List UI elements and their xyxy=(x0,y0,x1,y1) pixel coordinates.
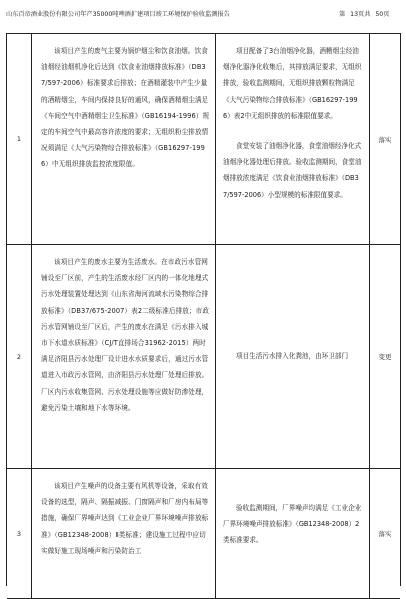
requirement-text: 该项目产生噪声的设备主要有风机等设备，采取有效设备的选型，隔声、隔振减振、门窗隔声和厂房内布局等措施，确保厂界噪声达到《工业企业厂界环境噪声排放标准》（GB12348-2008）Ⅱ类标准；建设施工过程中应切实做好施工现场噪声和污染防治工 xyxy=(41,482,209,555)
implementation xyxy=(216,34,370,244)
eia-requirement xyxy=(32,245,216,468)
table-row xyxy=(7,34,400,245)
status-badge: 落实 xyxy=(378,135,392,144)
requirement-text: 该项目产生的废气主要为锅炉烟尘和饮食油烟。饮食油烟经油烟机净化后达到《饮食业油烟排放标准》（DB37/597-2006）标准要求后排放；在酒精灌装中产生少量的酒精烟尘，车间内保持良好的通风，确保酒精烟尘满足《车间空气中酒精烟尘卫生标准》（GB16194-1996）规定的车间空气中最高容许浓度的要求；无组织粉尘排放情况须满足《大气污染物综合排放标准》（GB16297-1996）中无组织排放监控浓度限值。 xyxy=(41,47,210,169)
report-title: 山东百帝酒业股份有限公司年产35000吨啤酒扩建项目竣工环境保护验收监测报告 xyxy=(6,11,230,18)
eia-requirement xyxy=(32,34,216,244)
page-total: 50页 xyxy=(375,11,390,18)
status-badge: 变更 xyxy=(378,353,392,361)
implementation xyxy=(216,245,370,468)
row-number: 3 xyxy=(7,469,32,598)
implementation-text: 验收监测期间，厂界噪声均满足《工业企业厂界环境噪声排放标准》（GB12348-2008）2类标准要求。 xyxy=(223,504,362,545)
status-badge: 落实 xyxy=(378,530,392,538)
implementation-text: 项目配备了3台油烟净化器，酒糟烟尘经油烟净化器净化收集后，其排放满足要求，无组织排放，验收监测期间，无组织排放颗粒物满足《大气污染物综合排放标准》（GB16297-1996）表2中无组织排放的标准限值要求。 xyxy=(223,47,362,120)
row-number: 1 xyxy=(7,34,32,244)
implementation xyxy=(216,469,370,598)
page-header xyxy=(6,9,400,21)
eia-requirement xyxy=(32,469,216,598)
implementation-text: 食堂安装了油烟净化器，食堂油烟经净化式油烟净化器处理后排放。验收监测期间，食堂油烟排放浓度满足《饮食业油烟排放标准》（DB37/597-2006）小型规模的标准限值要求。 xyxy=(223,142,362,199)
page-current: 13页共 xyxy=(350,11,371,18)
requirement-text: 该项目产生的废水主要为生活废水。在市政污水管网铺设至厂区前，产生的生活废水经厂区内的一体化地埋式污水处理装置处理达到《山东省海河流域水污染物综合排放标准》（DB37/675-2007）表2二级标准后排放；市政污水管网铺设至厂区后，产生的废水在满足《污水排入城市下水道水质标准》（CJ/T直排场合31962-2015）两时满足济阳县污水处理厂设计进水水质要求后，通过污水管道进入市政污水管网，由济阳县污水处理厂处理后排放。厂区内污水收集管网、污水处理设施等应做好防渗处理，避免污染土壤和地下水等环境。 xyxy=(41,258,210,412)
row-number: 2 xyxy=(7,245,32,468)
implementation-text: 项目生活污水排入化粪池，由环卫部门 xyxy=(236,352,349,361)
table-row xyxy=(7,469,400,599)
page-prefix: 第 xyxy=(339,11,346,18)
compliance-table xyxy=(6,33,401,586)
table-row xyxy=(7,245,400,469)
page-number xyxy=(339,9,392,18)
